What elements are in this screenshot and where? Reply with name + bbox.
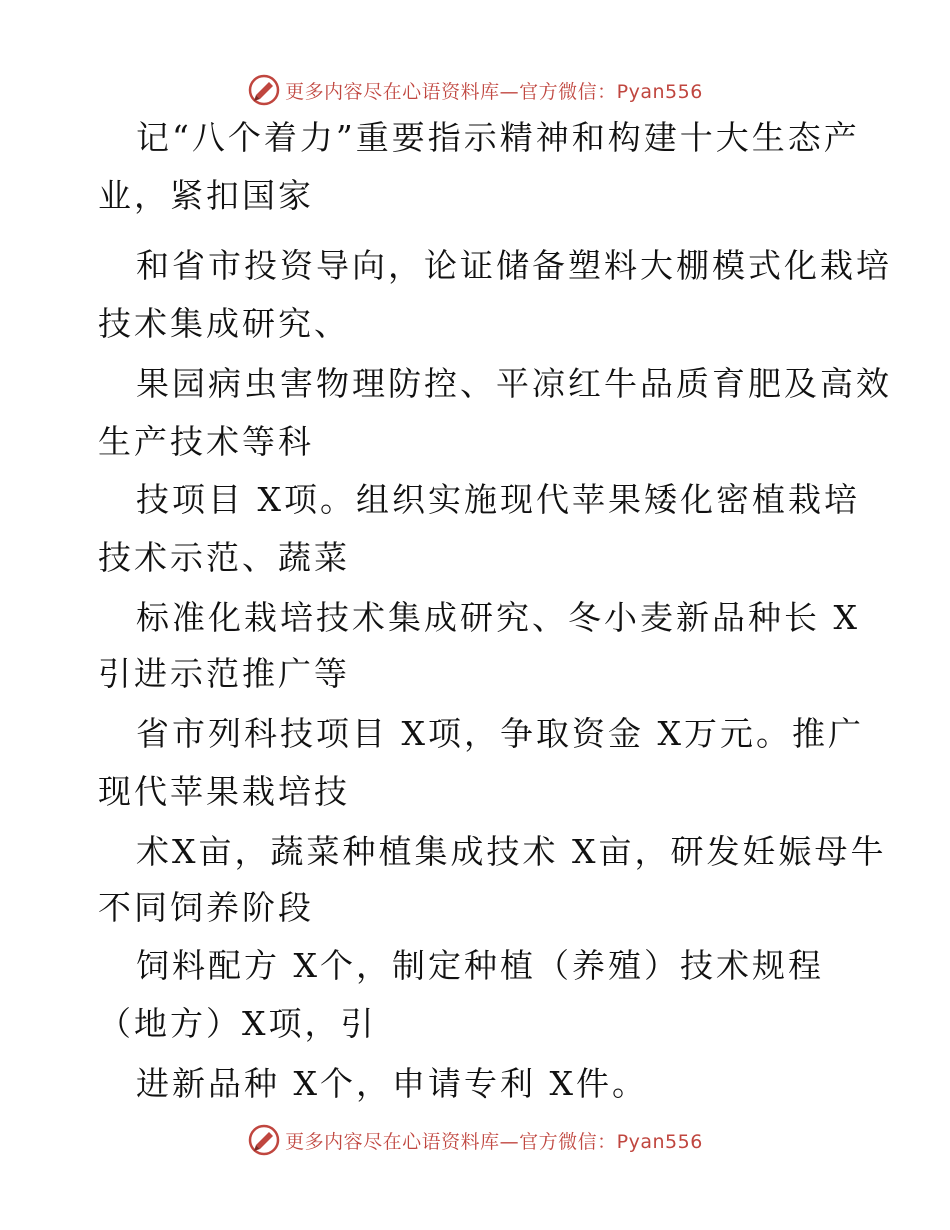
- book-pen-logo-icon: [247, 1123, 281, 1157]
- text-line: 生产技术等科: [98, 422, 314, 461]
- text-line: 不同饲养阶段: [98, 888, 314, 927]
- text-line: 记“八个着力”重要指示精神和构建十大生态产: [136, 118, 860, 157]
- text-line: 饲料配方 X个，制定种植（养殖）技术规程: [136, 946, 824, 985]
- watermark-footer: [0, 1120, 950, 1160]
- text-line: 技术示范、蔬菜: [98, 538, 350, 577]
- book-pen-logo-icon: [247, 73, 281, 107]
- text-line: 和省市投资导向，论证储备塑料大棚模式化栽培: [136, 246, 892, 285]
- watermark-text: 更多内容尽在心语资料库—官方微信：Pyan556: [285, 80, 703, 103]
- text-line: 标准化栽培技术集成研究、冬小麦新品种长 X: [136, 598, 860, 637]
- text-line: 进新品种 X个，申请专利 X件。: [136, 1064, 648, 1103]
- watermark-text: 更多内容尽在心语资料库—官方微信：Pyan556: [285, 1130, 703, 1153]
- text-line: （地方）X项，引: [98, 1004, 377, 1043]
- text-line: 果园病虫害物理防控、平凉红牛品质育肥及高效: [136, 364, 892, 403]
- text-line: 术X亩，蔬菜种植集成技术 X亩，研发妊娠母牛: [136, 832, 887, 871]
- text-line: 引进示范推广等: [98, 654, 350, 693]
- text-line: 技项目 X项。组织实施现代苹果矮化密植栽培: [136, 480, 860, 519]
- text-line: 现代苹果栽培技: [98, 772, 350, 811]
- text-line: 业，紧扣国家: [98, 176, 314, 215]
- text-line: 技术集成研究、: [98, 304, 350, 343]
- text-line: 省市列科技项目 X项，争取资金 X万元。推广: [136, 714, 864, 753]
- watermark-header: [0, 70, 950, 110]
